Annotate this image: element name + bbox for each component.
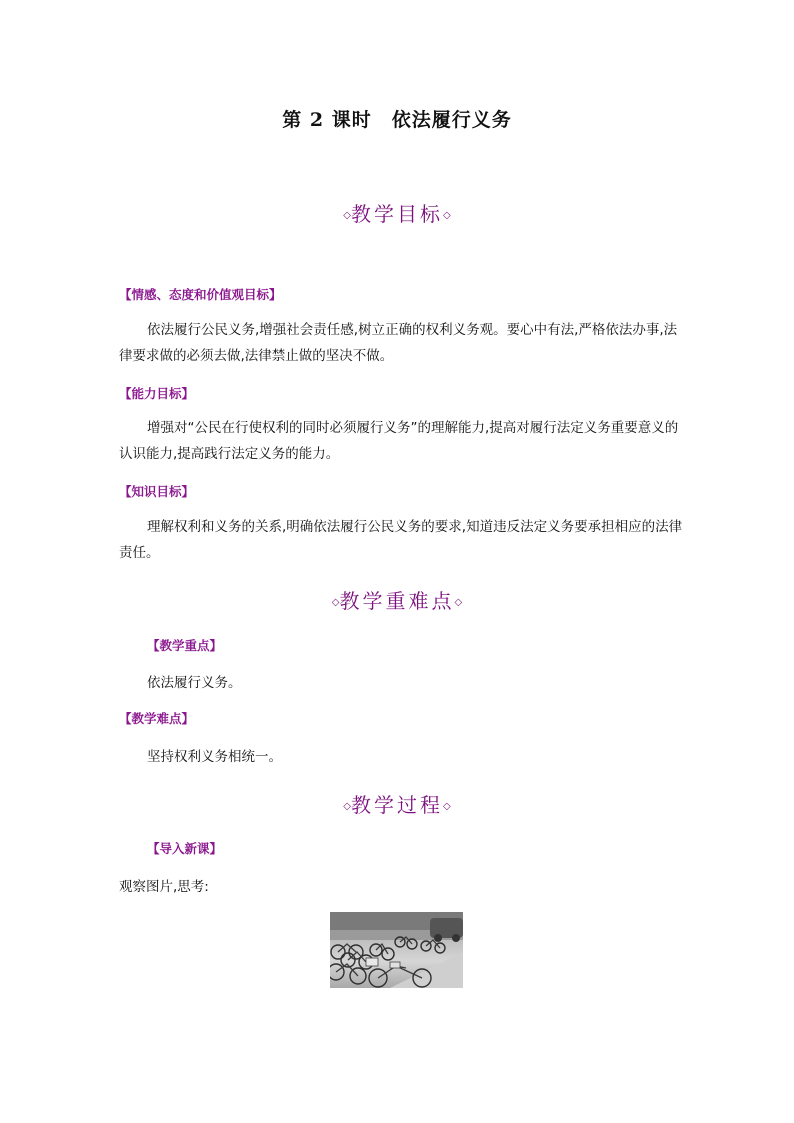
difficult-point-text: 坚持权利义务相统一。: [147, 749, 282, 765]
section-heading-process: [0, 789, 794, 818]
key-point-text: 依法履行义务。: [147, 675, 242, 691]
difficult-point-label: 【教学难点】: [119, 711, 195, 726]
knowledge-goal-label: 【知识目标】: [119, 484, 195, 499]
knowledge-goal-text: 理解权利和义务的关系,明确依法履行公民义务的要求,知道违反法定义务要承担相应的法律责任。: [119, 519, 683, 561]
diamond-right-icon: ◇: [443, 210, 451, 221]
diamond-right-icon: ◇: [454, 597, 463, 608]
page-title: 第 2 课时 依法履行义务: [282, 109, 512, 131]
key-point-label: 【教学重点】: [147, 638, 223, 653]
section-heading-focus: [0, 585, 794, 614]
section-heading-goals-text: 教学目标: [351, 202, 443, 226]
intro-text: 观察图片,思考:: [119, 879, 209, 895]
ability-goal-label: 【能力目标】: [119, 386, 195, 401]
section-heading-goals: [0, 198, 794, 227]
ability-goal-text: 增强对“公民在行使权利的同时必须履行义务”的理解能力,提高对履行法定义务重要意义的认识能力,提高践行法定义务的能力。: [119, 420, 679, 462]
bicycles-photo: [330, 912, 463, 988]
diamond-left-icon: ◇: [343, 210, 351, 221]
emotion-goal-text: 依法履行公民义务,增强社会责任感,树立正确的权利义务观。要心中有法,严格依法办事,法律要求做的必须去做,法律禁止做的坚决不做。: [119, 322, 678, 364]
emotion-goal-label: 【情感、态度和价值观目标】: [119, 287, 282, 302]
diamond-left-icon: ◇: [331, 597, 340, 608]
section-heading-focus-text: 教学重难点: [339, 589, 455, 613]
diamond-right-icon: ◇: [443, 801, 451, 812]
section-heading-process-text: 教学过程: [351, 793, 443, 817]
intro-label: 【导入新课】: [147, 841, 223, 856]
diamond-left-icon: ◇: [343, 801, 351, 812]
